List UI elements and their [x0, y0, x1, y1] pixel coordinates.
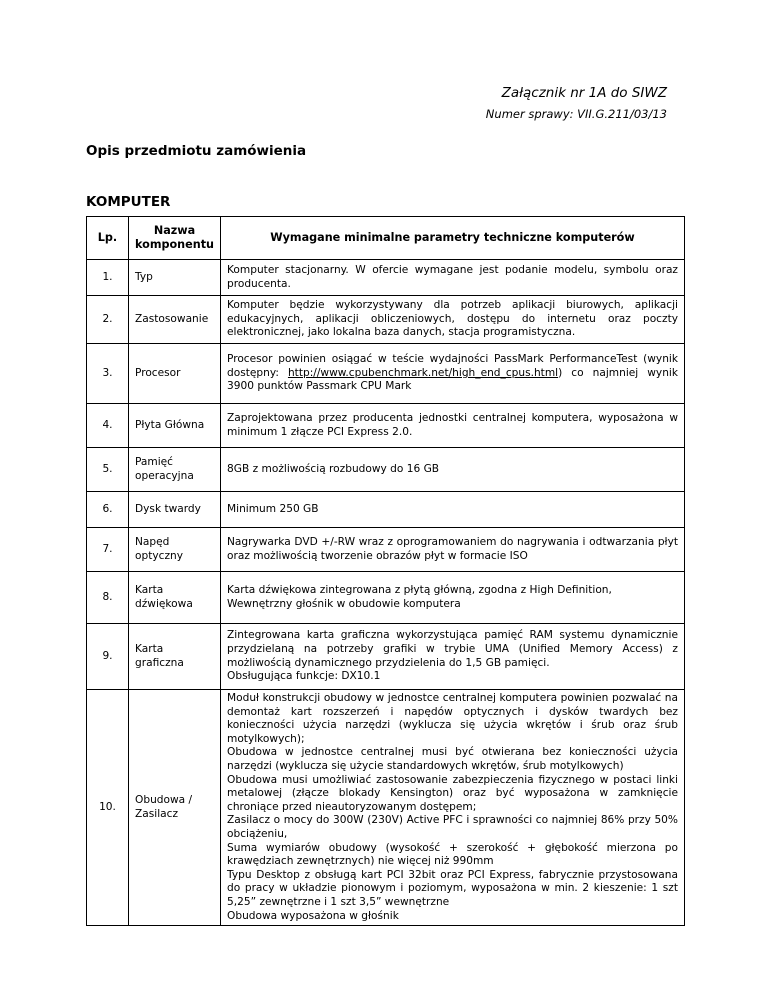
table-row	[87, 690, 685, 926]
table-row	[87, 492, 685, 528]
header-lp: Lp.	[87, 217, 129, 260]
row-lp: 2.	[87, 296, 129, 344]
row-requirements: Karta dźwiękowa zintegrowana z płytą główną, zgodna z High Definition, Wewnętrzny głośnik w obudowie komputera	[221, 572, 685, 624]
spec-table	[86, 216, 685, 926]
row-requirements: 8GB z możliwością rozbudowy do 16 GB	[221, 448, 685, 492]
row-lp: 8.	[87, 572, 129, 624]
case-number: Numer sprawy: VII.G.211/03/13	[485, 107, 667, 121]
row-lp: 7.	[87, 528, 129, 572]
row-lp: 5.	[87, 448, 129, 492]
row-name: Obudowa / Zasilacz	[129, 690, 221, 926]
row-requirements: Moduł konstrukcji obudowy w jednostce centralnej komputera powinien pozwalać na demontaż kart rozszerzeń i napędów optycznych i dysków twardych bez konieczności użycia narzędzi (wyklucza się użycia wkrętów i śrub oraz śrub motylkowych); Obudowa w jednostce centralnej musi być otwierana bez konieczności użycia narzędzi (wyklucza się użycie standardowych wkrętów, śrub motylkowych) Obudowa musi umożliwiać zastosowanie zabezpieczenia fizycznego w postaci linki metalowej (złącze blokady Kensington) oraz być wyposażona w zamknięcie chroniące przed nieautoryzowanym dostępem; Zasilacz o mocy do 300W (230V) Active PFC i sprawności co najmniej 86% przy 50% obciążeniu, Suma wymiarów obudowy (wysokość + szerokość + głębokość mierzona po krawędziach zewnętrznych) nie więcej niż 990mm Typu Desktop z obsługą kart PCI 32bit oraz PCI Express, fabrycznie przystosowana do pracy w układzie pionowym i poziomym, wyposażona w min. 2 kieszenie: 1 szt 5,25” zewnętrzne i 1 szt 3,5” wewnętrzne Obudowa wyposażona w głośnik	[221, 690, 685, 926]
row-requirements: Komputer będzie wykorzystywany dla potrzeb aplikacji biurowych, aplikacji edukacyjnych, aplikacji obliczeniowych, dostępu do internetu oraz poczty elektronicznej, jako lokalna baza danych, stacja programistyczna.	[221, 296, 685, 344]
row-requirements: Zintegrowana karta graficzna wykorzystująca pamięć RAM systemu dynamicznie przydzielaną na potrzeby grafiki w trybie UMA (Unified Memory Access) z możliwością dynamicznego przydzielenia do 1,5 GB pamięci. Obsługująca funkcje: DX10.1	[221, 624, 685, 690]
row-lp: 3.	[87, 344, 129, 404]
table-row	[87, 528, 685, 572]
row-requirements: Nagrywarka DVD +/-RW wraz z oprogramowaniem do nagrywania i odtwarzania płyt oraz możliwością tworzenie obrazów płyt w formacie ISO	[221, 528, 685, 572]
row-name: Pamięć operacyjna	[129, 448, 221, 492]
table-row	[87, 572, 685, 624]
annex-label: Załącznik nr 1A do SIWZ	[501, 85, 667, 101]
passmark-link[interactable]: http://www.cpubenchmark.net/high_end_cpus.html	[287, 366, 559, 379]
row-lp: 4.	[87, 404, 129, 448]
table-header-row	[87, 217, 685, 260]
table-row	[87, 448, 685, 492]
row-name: Dysk twardy	[129, 492, 221, 528]
row-requirements: Procesor powinien osiągać w teście wydajności PassMark PerformanceTest (wynik dostępny: http://www.cpubenchmark.net/high_end_cpus.html) co najmniej wynik 3900 punktów Passmark CPU Mark	[221, 344, 685, 404]
header-requirements: Wymagane minimalne parametry techniczne komputerów	[221, 217, 685, 260]
row-lp: 6.	[87, 492, 129, 528]
row-name: Typ	[129, 260, 221, 296]
row-name: Procesor	[129, 344, 221, 404]
row-requirements: Komputer stacjonarny. W ofercie wymagane jest podanie modelu, symbolu oraz producenta.	[221, 260, 685, 296]
table-row	[87, 260, 685, 296]
row-name: Karta dźwiękowa	[129, 572, 221, 624]
table-row	[87, 296, 685, 344]
row-lp: 9.	[87, 624, 129, 690]
row-requirements: Minimum 250 GB	[221, 492, 685, 528]
header-name: Nazwa komponentu	[129, 217, 221, 260]
row-lp: 10.	[87, 690, 129, 926]
table-row	[87, 404, 685, 448]
row-name: Zastosowanie	[129, 296, 221, 344]
row-name: Karta graficzna	[129, 624, 221, 690]
row-name: Płyta Główna	[129, 404, 221, 448]
table-row	[87, 344, 685, 404]
section-title: KOMPUTER	[86, 194, 171, 210]
row-name: Napęd optyczny	[129, 528, 221, 572]
row-lp: 1.	[87, 260, 129, 296]
row-requirements: Zaprojektowana przez producenta jednostki centralnej komputera, wyposażona w minimum 1 złącze PCI Express 2.0.	[221, 404, 685, 448]
document-title: Opis przedmiotu zamówienia	[86, 143, 307, 159]
table-row	[87, 624, 685, 690]
